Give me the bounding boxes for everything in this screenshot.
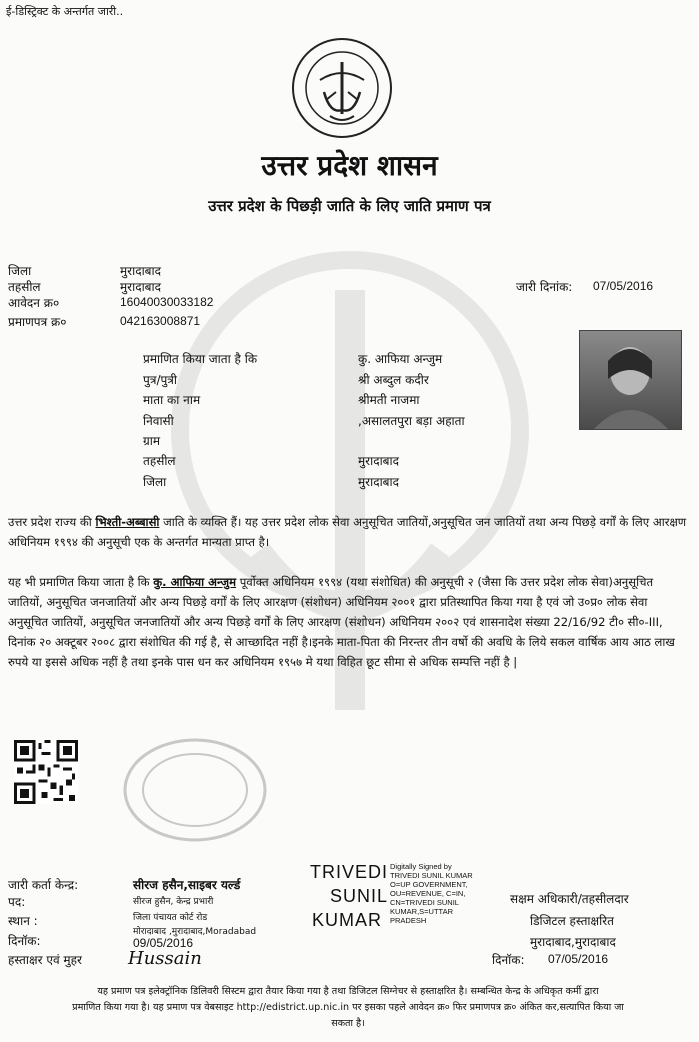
district-value: मुरादाबाद [120,264,162,278]
village-label: ग्राम [143,434,161,448]
para1-pre: उत्तर प्रदेश राज्य की [8,515,96,529]
certificate-label: प्रमाणपत्र क्र० [8,315,67,329]
caste-paragraph [8,512,688,552]
dsc-name-line3: KUMAR [312,910,383,930]
issue-date-label: जारी दिनांक: [516,280,573,294]
dsc-detail-line: OU=REVENUE, C=IN, [390,889,466,898]
application-label: आवेदन क्र० [8,296,60,310]
competent-authority-title: सक्षम अधिकारी/तहसीलदार [510,892,629,906]
dsc-detail-line: KUMAR,S=UTTAR [390,907,453,916]
applicant-photo [579,330,682,430]
issuing-center-value: सीरज हसैन,साइबर यर्ल्ड [133,878,241,892]
application-number: 16040030033182 [120,295,214,309]
mother-label: माता का नाम [143,393,201,407]
person-tehsil-label: तहसील [143,454,176,468]
dsc-detail-line: Digitally Signed by [390,862,452,871]
certified-label: प्रमाणित किया जाता है कि [143,352,258,366]
para2-pre: यह भी प्रमाणित किया जाता है कि [8,575,154,589]
post-value: सीरज हुसैन, केन्द्र प्रभारी [133,897,214,907]
authority-place: मुरादाबाद,मुरादाबाद [530,935,616,949]
dsc-detail-line: CN=TRIVEDI SUNIL [390,898,459,907]
resident-value: ,असालतपुरा बड़ा अहाता [358,414,465,428]
issuing-center-label: जारी कर्ता केन्द्र: [8,878,79,892]
issuer-date-label: दिनॉक: [8,934,41,948]
dsc-detail-line: TRIVEDI SUNIL KUMAR [390,871,473,880]
issue-date-value: 07/05/2016 [593,279,654,293]
place-label: स्थान : [8,914,38,928]
footer-line1: यह प्रमाण पत्र इलेक्ट्रॉनिक डिलिवरी सिस्टम द्वारा तैयार किया गया है तथा डिजिटल सिग्नेचर से हस्ताक्षरित है। सम्बन्धित केन्द्र के अधिकृत कर्मी द्वारा [97,986,599,997]
dsc-details [390,862,473,925]
header-note: ई-डिस्ट्रिक्ट के अन्तर्गत जारी.. [6,5,124,18]
footer-line2: प्रमाणित किया गया है। यह प्रमाण पत्र वेबसाइट http://edistrict.up.nic.in पर इसका पहले आवेदन क्र० फिर प्रमाणपत्र क्र० अंकित कर,सत्यापित किया जा [72,1002,624,1013]
caste-name: भिश्ती-अब्बासी [95,515,160,529]
dsc-name-line2: SUNIL [330,886,389,906]
para2-post: पूर्वोक्त अधिनियम १९९४ (यथा संशोधित) की अनुसूची २ (जैसा कि उत्तर प्रदेश लोक सेवा)अनुसूचित जातियों, अनुसूचित जनजातियों और अन्य पिछड़े वर्गों के लिए आरक्षण (संशोधन) अधिनियम २००१ द्वारा प्रतिस्थापित किया गया है एवं जो उ०प्र० लोक सेवा अनुसूचित जातियों, अनुसूचित जनजातियों और अन्य पिछड़े वर्गों के लिए आरक्षण (संशोधन) अधिनियम २००२ एवं शासनादेश संख्या 22/16/92 टी० सी०-III, दिनांक २० अक्टूबर २००८ द्वारा संशोधित की गई है, से आच्छादित नहीं है।इनके माता-पिता की निरन्तर तीन वर्षो की अवधि के लिये सकल वार्षिक आय आठ लाख रुपये या इससे अधिक नहीं है तथा इनके पास धन कर अधिनियम १९५७ मे यथा विहित छूट सीमा से अधिक सम्पत्ति नहीं है | [8,575,675,669]
digitally-signed-label: डिजिटल हस्ताक्षरित [530,914,614,928]
up-state-emblem [290,36,394,140]
resident-label: निवासी [143,414,174,428]
document-title: उत्तर प्रदेश शासन [261,149,438,182]
post-label: पद: [8,895,26,909]
dsc-detail-line: O=UP GOVERNMENT, [390,880,468,889]
document-subtitle: उत्तर प्रदेश के पिछड़ी जाति के लिए जाति प्रमाण पत्र [208,197,491,215]
mother-name: श्रीमती नाजमा [358,393,420,407]
authority-date-label: दिनॉक: [492,953,525,967]
footer-line3: सकता है। [331,1018,365,1029]
para1-post: जाति के व्यक्ति हैं। यह उत्तर प्रदेश लोक सेवा अनुसूचित जातियों,अनुसूचित जन जातियों तथा अन्य पिछड़े वर्गों के लिए आरक्षण अधिनियम १९९४ की अनुसूची एक के अन्तर्गत मान्यता प्राप्त है। [8,515,687,549]
emblem-watermark [150,250,550,750]
office-stamp [120,735,270,845]
certificate-number: 042163008871 [120,314,201,328]
creamy-layer-paragraph [8,572,688,672]
verification-footer [8,984,688,1032]
person-district-value: मुरादाबाद [358,475,400,489]
issuer-date-value: 09/05/2016 [133,936,194,950]
authority-date-value: 07/05/2016 [548,952,609,966]
dsc-name-line1: TRIVEDI [310,862,389,882]
handwritten-signature: Hussain [128,948,202,969]
place-value-line2: मोरादाबाद ,मुरादाबाद,Moradabad [133,927,257,937]
person-district-label: जिला [143,475,167,489]
sign-seal-label: हस्ताक्षर एवं मुहर [8,953,82,967]
parent-label: पुत्र/पुत्री [143,373,178,387]
person-tehsil-value: मुरादाबाद [358,454,400,468]
tehsil-value: मुरादाबाद [120,280,162,294]
person-name: कु. आफिया अन्जुम [358,352,443,366]
parent-name: श्री अब्दुल कदीर [358,373,429,387]
tehsil-label: तहसील [8,280,41,294]
dsc-detail-line: PRADESH [390,916,427,925]
district-label: जिला [8,264,32,278]
place-value-line1: जिला पंचायत कोर्ट रोड [133,913,208,923]
qr-code [14,740,78,804]
para2-name: कु. आफिया अन्जुम [153,575,237,589]
